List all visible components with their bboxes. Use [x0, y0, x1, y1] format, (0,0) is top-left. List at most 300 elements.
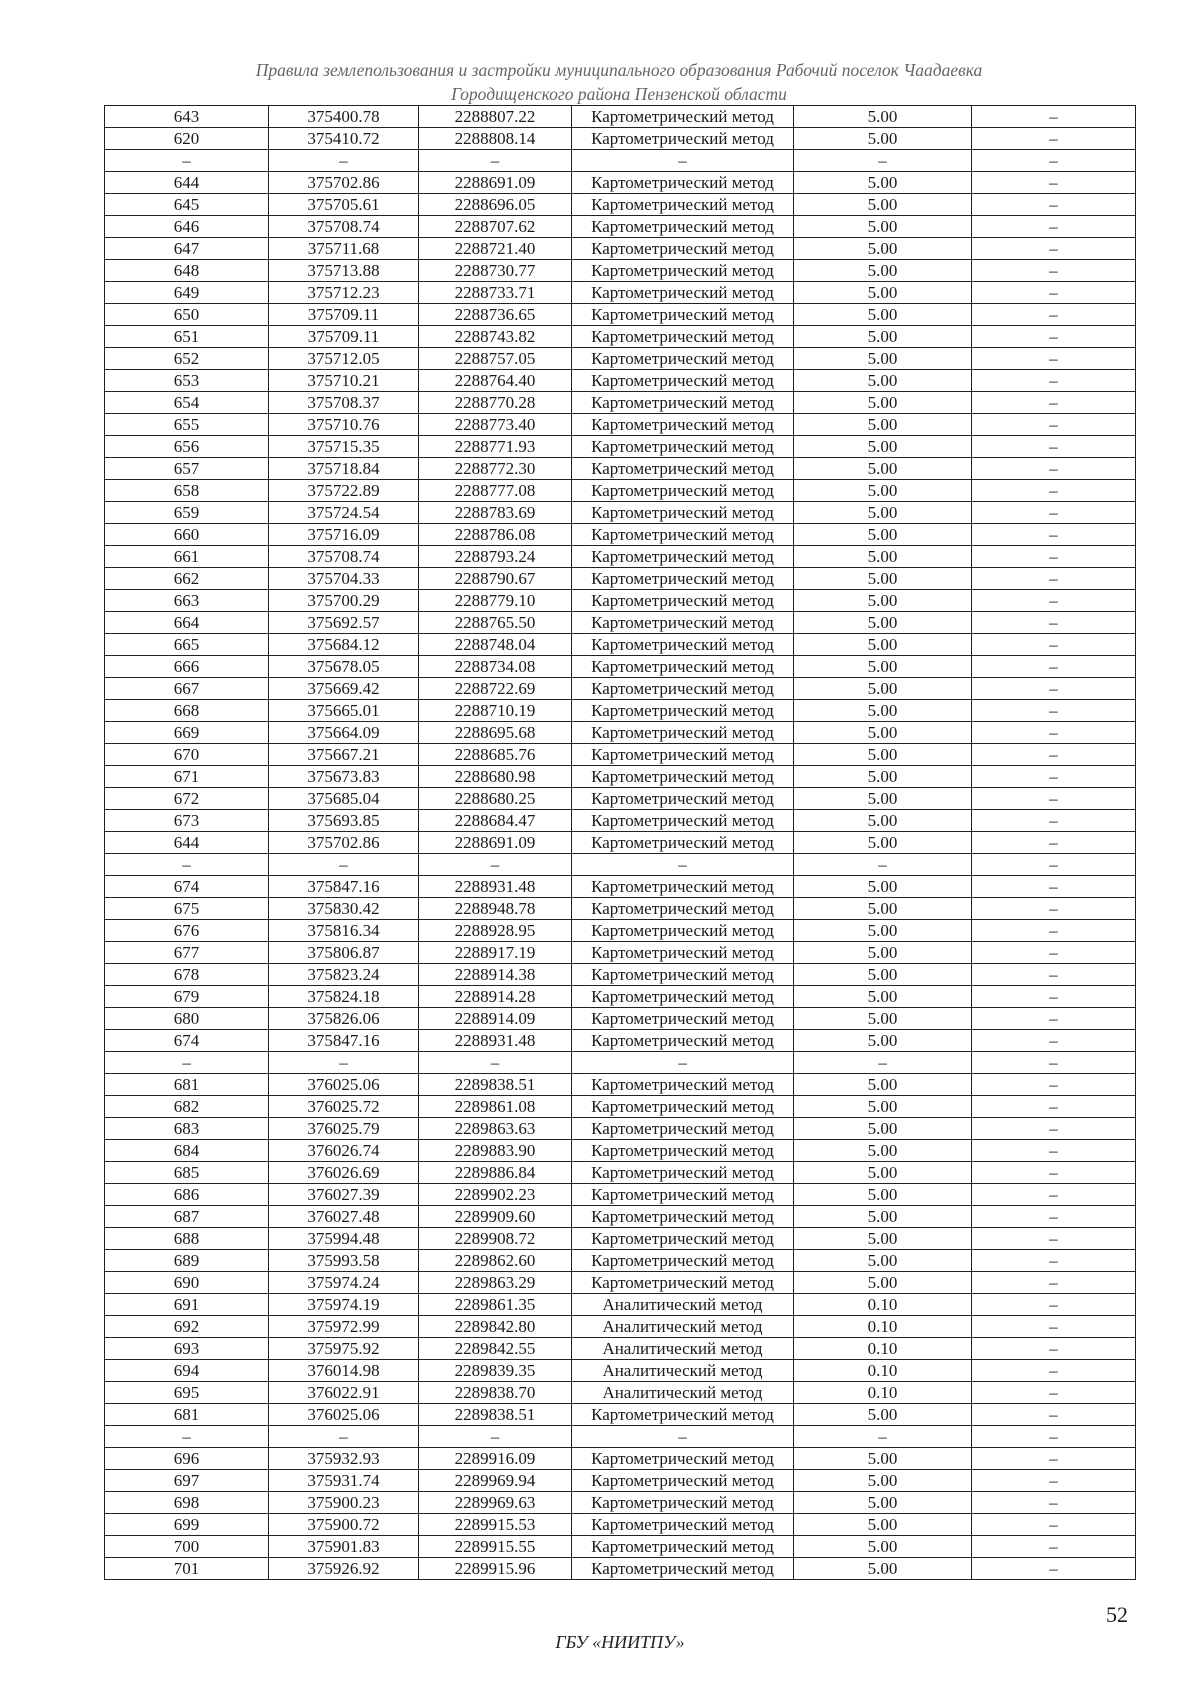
y-coordinate-cell: 2288770.28 [419, 392, 572, 414]
table-row [105, 1536, 1136, 1558]
note-cell: – [972, 348, 1136, 370]
table-row [105, 1140, 1136, 1162]
y-coordinate-cell: 2288691.09 [419, 832, 572, 854]
y-coordinate-cell: 2288786.08 [419, 524, 572, 546]
table-row [105, 216, 1136, 238]
y-coordinate-cell: 2288680.98 [419, 766, 572, 788]
method-cell: Картометрический метод [572, 1448, 794, 1470]
note-cell: – [972, 304, 1136, 326]
point-number-cell: 644 [105, 832, 269, 854]
note-cell: – [972, 920, 1136, 942]
x-coordinate-cell: 375667.21 [269, 744, 419, 766]
x-coordinate-cell: 375824.18 [269, 986, 419, 1008]
point-number-cell: 686 [105, 1184, 269, 1206]
accuracy-cell: 5.00 [794, 260, 972, 282]
point-number-cell: 666 [105, 656, 269, 678]
method-cell: Картометрический метод [572, 1558, 794, 1580]
x-coordinate-cell: 375711.68 [269, 238, 419, 260]
table-row [105, 1272, 1136, 1294]
y-coordinate-cell: 2289916.09 [419, 1448, 572, 1470]
method-cell: Картометрический метод [572, 436, 794, 458]
table-row [105, 480, 1136, 502]
y-coordinate-cell: 2288793.24 [419, 546, 572, 568]
method-cell: Картометрический метод [572, 326, 794, 348]
y-coordinate-cell: 2288928.95 [419, 920, 572, 942]
x-coordinate-cell: 375702.86 [269, 832, 419, 854]
table-row [105, 876, 1136, 898]
point-number-cell: 680 [105, 1008, 269, 1030]
table-row [105, 194, 1136, 216]
table-row [105, 172, 1136, 194]
note-cell: – [972, 524, 1136, 546]
note-cell: – [972, 1360, 1136, 1382]
note-cell: – [972, 414, 1136, 436]
accuracy-cell: 5.00 [794, 568, 972, 590]
x-coordinate-cell: 375974.24 [269, 1272, 419, 1294]
x-coordinate-cell: 376026.74 [269, 1140, 419, 1162]
table-row [105, 744, 1136, 766]
point-number-cell: 673 [105, 810, 269, 832]
y-coordinate-cell: 2289838.51 [419, 1404, 572, 1426]
table-row [105, 260, 1136, 282]
note-cell: – [972, 216, 1136, 238]
point-number-cell: 650 [105, 304, 269, 326]
method-cell: – [572, 854, 794, 876]
table-row [105, 634, 1136, 656]
y-coordinate-cell: 2288743.82 [419, 326, 572, 348]
accuracy-cell: 5.00 [794, 1118, 972, 1140]
y-coordinate-cell: 2288807.22 [419, 106, 572, 128]
note-cell: – [972, 1316, 1136, 1338]
x-coordinate-cell: 375993.58 [269, 1250, 419, 1272]
accuracy-cell: 0.10 [794, 1360, 972, 1382]
y-coordinate-cell: 2289886.84 [419, 1162, 572, 1184]
accuracy-cell: – [794, 150, 972, 172]
table-row [105, 414, 1136, 436]
note-cell: – [972, 1294, 1136, 1316]
y-coordinate-cell: 2288914.09 [419, 1008, 572, 1030]
note-cell: – [972, 1404, 1136, 1426]
x-coordinate-cell: 376027.39 [269, 1184, 419, 1206]
accuracy-cell: 0.10 [794, 1316, 972, 1338]
method-cell: Картометрический метод [572, 348, 794, 370]
point-number-cell: 681 [105, 1074, 269, 1096]
y-coordinate-cell: 2288772.30 [419, 458, 572, 480]
accuracy-cell: – [794, 854, 972, 876]
note-cell: – [972, 194, 1136, 216]
accuracy-cell: 5.00 [794, 1162, 972, 1184]
note-cell: – [972, 1492, 1136, 1514]
point-number-cell: 678 [105, 964, 269, 986]
point-number-cell: 655 [105, 414, 269, 436]
y-coordinate-cell: 2289842.80 [419, 1316, 572, 1338]
note-cell: – [972, 1184, 1136, 1206]
note-cell: – [972, 1558, 1136, 1580]
method-cell: Картометрический метод [572, 106, 794, 128]
accuracy-cell: 5.00 [794, 480, 972, 502]
accuracy-cell: 5.00 [794, 502, 972, 524]
point-number-cell: 652 [105, 348, 269, 370]
y-coordinate-cell: 2288733.71 [419, 282, 572, 304]
method-cell: Картометрический метод [572, 1228, 794, 1250]
accuracy-cell: 5.00 [794, 1140, 972, 1162]
method-cell: – [572, 1052, 794, 1074]
method-cell: Картометрический метод [572, 1206, 794, 1228]
method-cell: Картометрический метод [572, 634, 794, 656]
x-coordinate-cell: 375665.01 [269, 700, 419, 722]
accuracy-cell: 5.00 [794, 722, 972, 744]
y-coordinate-cell: 2289862.60 [419, 1250, 572, 1272]
y-coordinate-cell: – [419, 150, 572, 172]
note-cell: – [972, 480, 1136, 502]
point-number-cell: 671 [105, 766, 269, 788]
x-coordinate-cell: 375692.57 [269, 612, 419, 634]
point-number-cell: 677 [105, 942, 269, 964]
y-coordinate-cell: – [419, 1426, 572, 1448]
point-number-cell: 682 [105, 1096, 269, 1118]
y-coordinate-cell: 2288783.69 [419, 502, 572, 524]
table-row [105, 964, 1136, 986]
accuracy-cell: 5.00 [794, 106, 972, 128]
y-coordinate-cell: 2289908.72 [419, 1228, 572, 1250]
x-coordinate-cell: 376025.72 [269, 1096, 419, 1118]
method-cell: Картометрический метод [572, 1272, 794, 1294]
table-row [105, 1206, 1136, 1228]
note-cell: – [972, 854, 1136, 876]
accuracy-cell: 5.00 [794, 458, 972, 480]
point-number-cell: 689 [105, 1250, 269, 1272]
note-cell: – [972, 1426, 1136, 1448]
note-cell: – [972, 744, 1136, 766]
table-row [105, 678, 1136, 700]
table-row [105, 1118, 1136, 1140]
accuracy-cell: 5.00 [794, 1558, 972, 1580]
y-coordinate-cell: 2288931.48 [419, 876, 572, 898]
table-row [105, 1250, 1136, 1272]
y-coordinate-cell: 2289838.70 [419, 1382, 572, 1404]
method-cell: Картометрический метод [572, 128, 794, 150]
table-row [105, 568, 1136, 590]
note-cell: – [972, 942, 1136, 964]
point-number-cell: 644 [105, 172, 269, 194]
accuracy-cell: 5.00 [794, 942, 972, 964]
y-coordinate-cell: 2288722.69 [419, 678, 572, 700]
point-number-cell: 683 [105, 1118, 269, 1140]
x-coordinate-cell: 376025.06 [269, 1074, 419, 1096]
method-cell: Картометрический метод [572, 920, 794, 942]
point-number-cell: 698 [105, 1492, 269, 1514]
table-row [105, 1008, 1136, 1030]
note-cell: – [972, 1228, 1136, 1250]
point-number-cell: 691 [105, 1294, 269, 1316]
point-number-cell: – [105, 854, 269, 876]
point-number-cell: 687 [105, 1206, 269, 1228]
note-cell: – [972, 1118, 1136, 1140]
note-cell: – [972, 612, 1136, 634]
accuracy-cell: 5.00 [794, 986, 972, 1008]
point-number-cell: 661 [105, 546, 269, 568]
method-cell: Картометрический метод [572, 810, 794, 832]
y-coordinate-cell: 2288914.28 [419, 986, 572, 1008]
y-coordinate-cell: 2289909.60 [419, 1206, 572, 1228]
point-number-cell: 654 [105, 392, 269, 414]
accuracy-cell: 5.00 [794, 766, 972, 788]
note-cell: – [972, 788, 1136, 810]
y-coordinate-cell: 2288914.38 [419, 964, 572, 986]
y-coordinate-cell: 2288707.62 [419, 216, 572, 238]
x-coordinate-cell: 375678.05 [269, 656, 419, 678]
table-row [105, 458, 1136, 480]
table-row [105, 1052, 1136, 1074]
method-cell: Картометрический метод [572, 1074, 794, 1096]
note-cell: – [972, 876, 1136, 898]
point-number-cell: 664 [105, 612, 269, 634]
point-number-cell: 697 [105, 1470, 269, 1492]
x-coordinate-cell: 375702.86 [269, 172, 419, 194]
x-coordinate-cell: 375972.99 [269, 1316, 419, 1338]
x-coordinate-cell: 375713.88 [269, 260, 419, 282]
method-cell: Картометрический метод [572, 898, 794, 920]
point-number-cell: 696 [105, 1448, 269, 1470]
method-cell: Картометрический метод [572, 1470, 794, 1492]
table-row [105, 106, 1136, 128]
point-number-cell: 670 [105, 744, 269, 766]
point-number-cell: 700 [105, 1536, 269, 1558]
method-cell: Картометрический метод [572, 282, 794, 304]
accuracy-cell: 5.00 [794, 348, 972, 370]
x-coordinate-cell: 376014.98 [269, 1360, 419, 1382]
accuracy-cell: 5.00 [794, 304, 972, 326]
accuracy-cell: 5.00 [794, 810, 972, 832]
method-cell: Аналитический метод [572, 1360, 794, 1382]
accuracy-cell: 0.10 [794, 1382, 972, 1404]
note-cell: – [972, 392, 1136, 414]
y-coordinate-cell: 2289969.63 [419, 1492, 572, 1514]
note-cell: – [972, 458, 1136, 480]
table-row [105, 392, 1136, 414]
table-row [105, 1316, 1136, 1338]
table-row [105, 942, 1136, 964]
table-row [105, 1492, 1136, 1514]
table-row [105, 1228, 1136, 1250]
accuracy-cell: 5.00 [794, 326, 972, 348]
method-cell: Картометрический метод [572, 832, 794, 854]
table-row [105, 1470, 1136, 1492]
point-number-cell: 643 [105, 106, 269, 128]
method-cell: Картометрический метод [572, 766, 794, 788]
method-cell: Картометрический метод [572, 722, 794, 744]
x-coordinate-cell: 375712.23 [269, 282, 419, 304]
point-number-cell: 675 [105, 898, 269, 920]
accuracy-cell: 0.10 [794, 1294, 972, 1316]
method-cell: Картометрический метод [572, 788, 794, 810]
point-number-cell: 693 [105, 1338, 269, 1360]
table-row [105, 1558, 1136, 1580]
method-cell: Картометрический метод [572, 1162, 794, 1184]
table-row [105, 1096, 1136, 1118]
method-cell: Картометрический метод [572, 1492, 794, 1514]
y-coordinate-cell: – [419, 1052, 572, 1074]
method-cell: Картометрический метод [572, 480, 794, 502]
y-coordinate-cell: 2289969.94 [419, 1470, 572, 1492]
y-coordinate-cell: 2288808.14 [419, 128, 572, 150]
accuracy-cell: 5.00 [794, 1184, 972, 1206]
y-coordinate-cell: 2289863.29 [419, 1272, 572, 1294]
x-coordinate-cell: 375704.33 [269, 568, 419, 590]
table-row [105, 1030, 1136, 1052]
x-coordinate-cell: 375847.16 [269, 1030, 419, 1052]
x-coordinate-cell: 376022.91 [269, 1382, 419, 1404]
point-number-cell: 653 [105, 370, 269, 392]
accuracy-cell: 5.00 [794, 216, 972, 238]
page-number: 52 [1106, 1602, 1128, 1627]
x-coordinate-cell: 375684.12 [269, 634, 419, 656]
note-cell: – [972, 282, 1136, 304]
point-number-cell: 690 [105, 1272, 269, 1294]
note-cell: – [972, 1382, 1136, 1404]
x-coordinate-cell: 375709.11 [269, 304, 419, 326]
table-row [105, 546, 1136, 568]
y-coordinate-cell: 2288695.68 [419, 722, 572, 744]
point-number-cell: – [105, 150, 269, 172]
table-row [105, 1184, 1136, 1206]
table-row [105, 832, 1136, 854]
accuracy-cell: 5.00 [794, 920, 972, 942]
method-cell: Картометрический метод [572, 986, 794, 1008]
method-cell: Картометрический метод [572, 590, 794, 612]
x-coordinate-cell: 375410.72 [269, 128, 419, 150]
x-coordinate-cell: 375900.23 [269, 1492, 419, 1514]
accuracy-cell: 5.00 [794, 832, 972, 854]
note-cell: – [972, 128, 1136, 150]
y-coordinate-cell: 2289902.23 [419, 1184, 572, 1206]
accuracy-cell: 5.00 [794, 414, 972, 436]
y-coordinate-cell: 2289863.63 [419, 1118, 572, 1140]
table-row [105, 1448, 1136, 1470]
table-row [105, 326, 1136, 348]
x-coordinate-cell: 375710.21 [269, 370, 419, 392]
note-cell: – [972, 1140, 1136, 1162]
y-coordinate-cell: 2289883.90 [419, 1140, 572, 1162]
table-row [105, 238, 1136, 260]
note-cell: – [972, 590, 1136, 612]
point-number-cell: 658 [105, 480, 269, 502]
accuracy-cell: 5.00 [794, 634, 972, 656]
method-cell: Аналитический метод [572, 1294, 794, 1316]
table-row [105, 502, 1136, 524]
method-cell: Аналитический метод [572, 1338, 794, 1360]
point-number-cell: 676 [105, 920, 269, 942]
method-cell: Картометрический метод [572, 942, 794, 964]
point-number-cell: 674 [105, 876, 269, 898]
point-number-cell: 672 [105, 788, 269, 810]
x-coordinate-cell: 376027.48 [269, 1206, 419, 1228]
note-cell: – [972, 1514, 1136, 1536]
y-coordinate-cell: 2288710.19 [419, 700, 572, 722]
accuracy-cell: 5.00 [794, 392, 972, 414]
table-row [105, 150, 1136, 172]
x-coordinate-cell: – [269, 854, 419, 876]
accuracy-cell: 5.00 [794, 744, 972, 766]
note-cell: – [972, 260, 1136, 282]
table-row [105, 788, 1136, 810]
accuracy-cell: 5.00 [794, 1096, 972, 1118]
accuracy-cell: 0.10 [794, 1338, 972, 1360]
accuracy-cell: 5.00 [794, 1404, 972, 1426]
method-cell: Картометрический метод [572, 1536, 794, 1558]
note-cell: – [972, 1052, 1136, 1074]
x-coordinate-cell: 375708.74 [269, 546, 419, 568]
accuracy-cell: 5.00 [794, 612, 972, 634]
y-coordinate-cell: 2289842.55 [419, 1338, 572, 1360]
point-number-cell: 647 [105, 238, 269, 260]
note-cell: – [972, 634, 1136, 656]
note-cell: – [972, 964, 1136, 986]
note-cell: – [972, 898, 1136, 920]
note-cell: – [972, 810, 1136, 832]
point-number-cell: 665 [105, 634, 269, 656]
accuracy-cell: 5.00 [794, 590, 972, 612]
x-coordinate-cell: 375712.05 [269, 348, 419, 370]
y-coordinate-cell: 2288736.65 [419, 304, 572, 326]
method-cell: Картометрический метод [572, 194, 794, 216]
y-coordinate-cell: 2288734.08 [419, 656, 572, 678]
accuracy-cell: 5.00 [794, 1272, 972, 1294]
table-row [105, 722, 1136, 744]
method-cell: Картометрический метод [572, 568, 794, 590]
method-cell: Картометрический метод [572, 216, 794, 238]
method-cell: Аналитический метод [572, 1382, 794, 1404]
x-coordinate-cell: – [269, 1426, 419, 1448]
method-cell: Картометрический метод [572, 1140, 794, 1162]
y-coordinate-cell: 2289915.55 [419, 1536, 572, 1558]
point-number-cell: 668 [105, 700, 269, 722]
point-number-cell: 685 [105, 1162, 269, 1184]
y-coordinate-cell: 2289915.96 [419, 1558, 572, 1580]
x-coordinate-cell: 375931.74 [269, 1470, 419, 1492]
method-cell: Картометрический метод [572, 1514, 794, 1536]
x-coordinate-cell: 375673.83 [269, 766, 419, 788]
point-number-cell: 651 [105, 326, 269, 348]
note-cell: – [972, 986, 1136, 1008]
x-coordinate-cell: 375816.34 [269, 920, 419, 942]
y-coordinate-cell: 2288931.48 [419, 1030, 572, 1052]
method-cell: Картометрический метод [572, 1184, 794, 1206]
x-coordinate-cell: 376025.79 [269, 1118, 419, 1140]
point-number-cell: 674 [105, 1030, 269, 1052]
x-coordinate-cell: 375664.09 [269, 722, 419, 744]
accuracy-cell: 5.00 [794, 656, 972, 678]
x-coordinate-cell: – [269, 1052, 419, 1074]
x-coordinate-cell: 375715.35 [269, 436, 419, 458]
point-number-cell: 649 [105, 282, 269, 304]
accuracy-cell: 5.00 [794, 1008, 972, 1030]
table-row [105, 1382, 1136, 1404]
y-coordinate-cell: 2289915.53 [419, 1514, 572, 1536]
x-coordinate-cell: – [269, 150, 419, 172]
x-coordinate-cell: 376025.06 [269, 1404, 419, 1426]
accuracy-cell: 5.00 [794, 1470, 972, 1492]
accuracy-cell: – [794, 1052, 972, 1074]
method-cell: Картометрический метод [572, 1008, 794, 1030]
table-row [105, 612, 1136, 634]
method-cell: Картометрический метод [572, 700, 794, 722]
accuracy-cell: 5.00 [794, 1228, 972, 1250]
method-cell: Картометрический метод [572, 1250, 794, 1272]
page-footer: ГБУ «НИИТПУ» [555, 1632, 685, 1652]
x-coordinate-cell: 375685.04 [269, 788, 419, 810]
x-coordinate-cell: 375974.19 [269, 1294, 419, 1316]
